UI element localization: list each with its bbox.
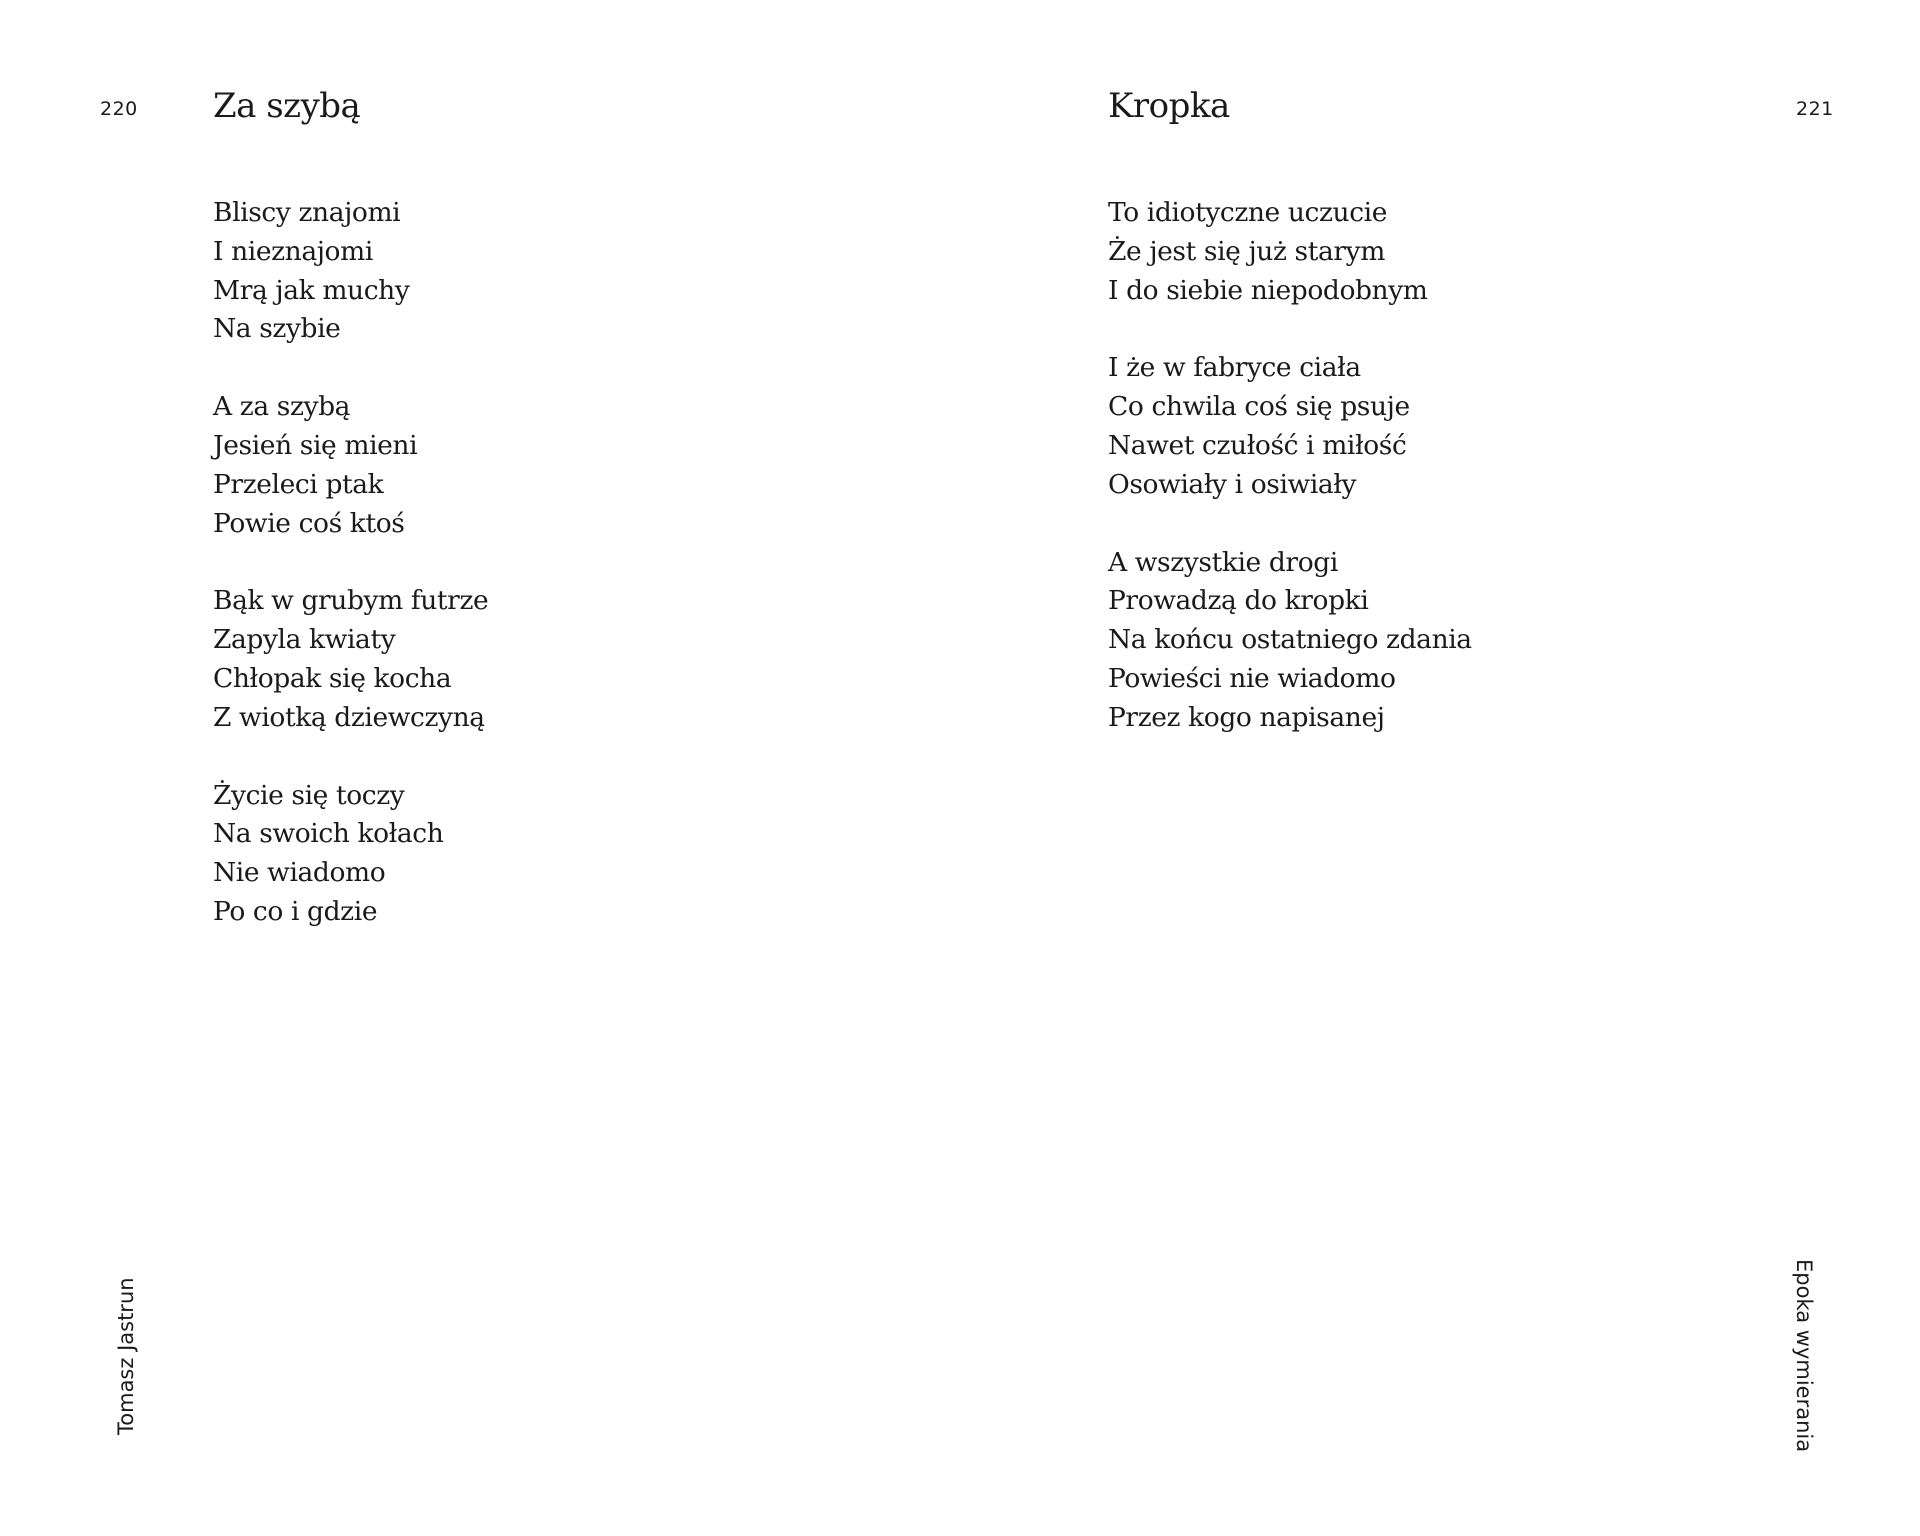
verse-line: I nieznajomi <box>213 235 373 267</box>
verse-line: Osowiały i osiwiały <box>1108 468 1357 500</box>
verse-line: Na końcu ostatniego zdania <box>1108 624 1472 656</box>
stanza <box>1108 349 1472 504</box>
verse-line: Po co i gdzie <box>213 895 378 927</box>
stanza <box>213 777 488 932</box>
verse-line: I do siebie niepodobnym <box>1108 274 1428 306</box>
verse-line: Powie coś ktoś <box>213 507 405 539</box>
verse-line: Chłopak się kocha <box>213 662 452 694</box>
verse-line: A za szybą <box>213 391 351 423</box>
verse-line: Jesień się mieni <box>213 429 418 461</box>
verse-line: Życie się toczy <box>213 779 405 811</box>
running-head-book-title: Epoka wymierania <box>1792 1259 1816 1453</box>
stanza <box>213 194 488 349</box>
stanza <box>213 388 488 543</box>
verse-line: Bąk w grubym futrze <box>213 585 489 617</box>
verse-line: Nie wiadomo <box>213 857 386 889</box>
poem-title-left: Za szybą <box>213 86 361 126</box>
verse-line: I że w fabryce ciała <box>1108 352 1361 384</box>
verse-line: Na swoich kołach <box>213 818 444 850</box>
verse-line: Prowadzą do kropki <box>1108 585 1369 617</box>
verse-line: Z wiotką dziewczyną <box>213 701 485 733</box>
stanzas-right <box>1108 194 1472 738</box>
stanza <box>213 582 488 737</box>
verse-line: To idiotyczne uczucie <box>1108 197 1387 228</box>
verse-line: Zapyla kwiaty <box>213 624 396 656</box>
verse-line: Przez kogo napisanej <box>1108 701 1385 733</box>
stanza <box>1108 194 1472 310</box>
verse-line: Nawet czułość i miłość <box>1108 429 1407 461</box>
poem-title-right: Kropka <box>1108 86 1230 126</box>
verse-line: A wszystkie drogi <box>1108 546 1338 578</box>
poem-left <box>213 84 488 971</box>
verse-line: Na szybie <box>213 313 341 345</box>
page-number-left: 220 <box>100 98 138 120</box>
poem-right <box>1108 84 1472 777</box>
running-head-author: Tomasz Jastrun <box>114 1277 138 1435</box>
verse-line: Mrą jak muchy <box>213 274 410 306</box>
verse-line: Że jest się już starym <box>1108 235 1385 267</box>
verse-line: Przeleci ptak <box>213 468 384 500</box>
page-number-right: 221 <box>1796 98 1834 120</box>
stanzas-left <box>213 194 488 932</box>
verse-line: Bliscy znajomi <box>213 197 401 228</box>
verse-line: Powieści nie wiadomo <box>1108 662 1396 694</box>
verse-line: Co chwila coś się psuje <box>1108 391 1410 423</box>
stanza <box>1108 544 1472 738</box>
